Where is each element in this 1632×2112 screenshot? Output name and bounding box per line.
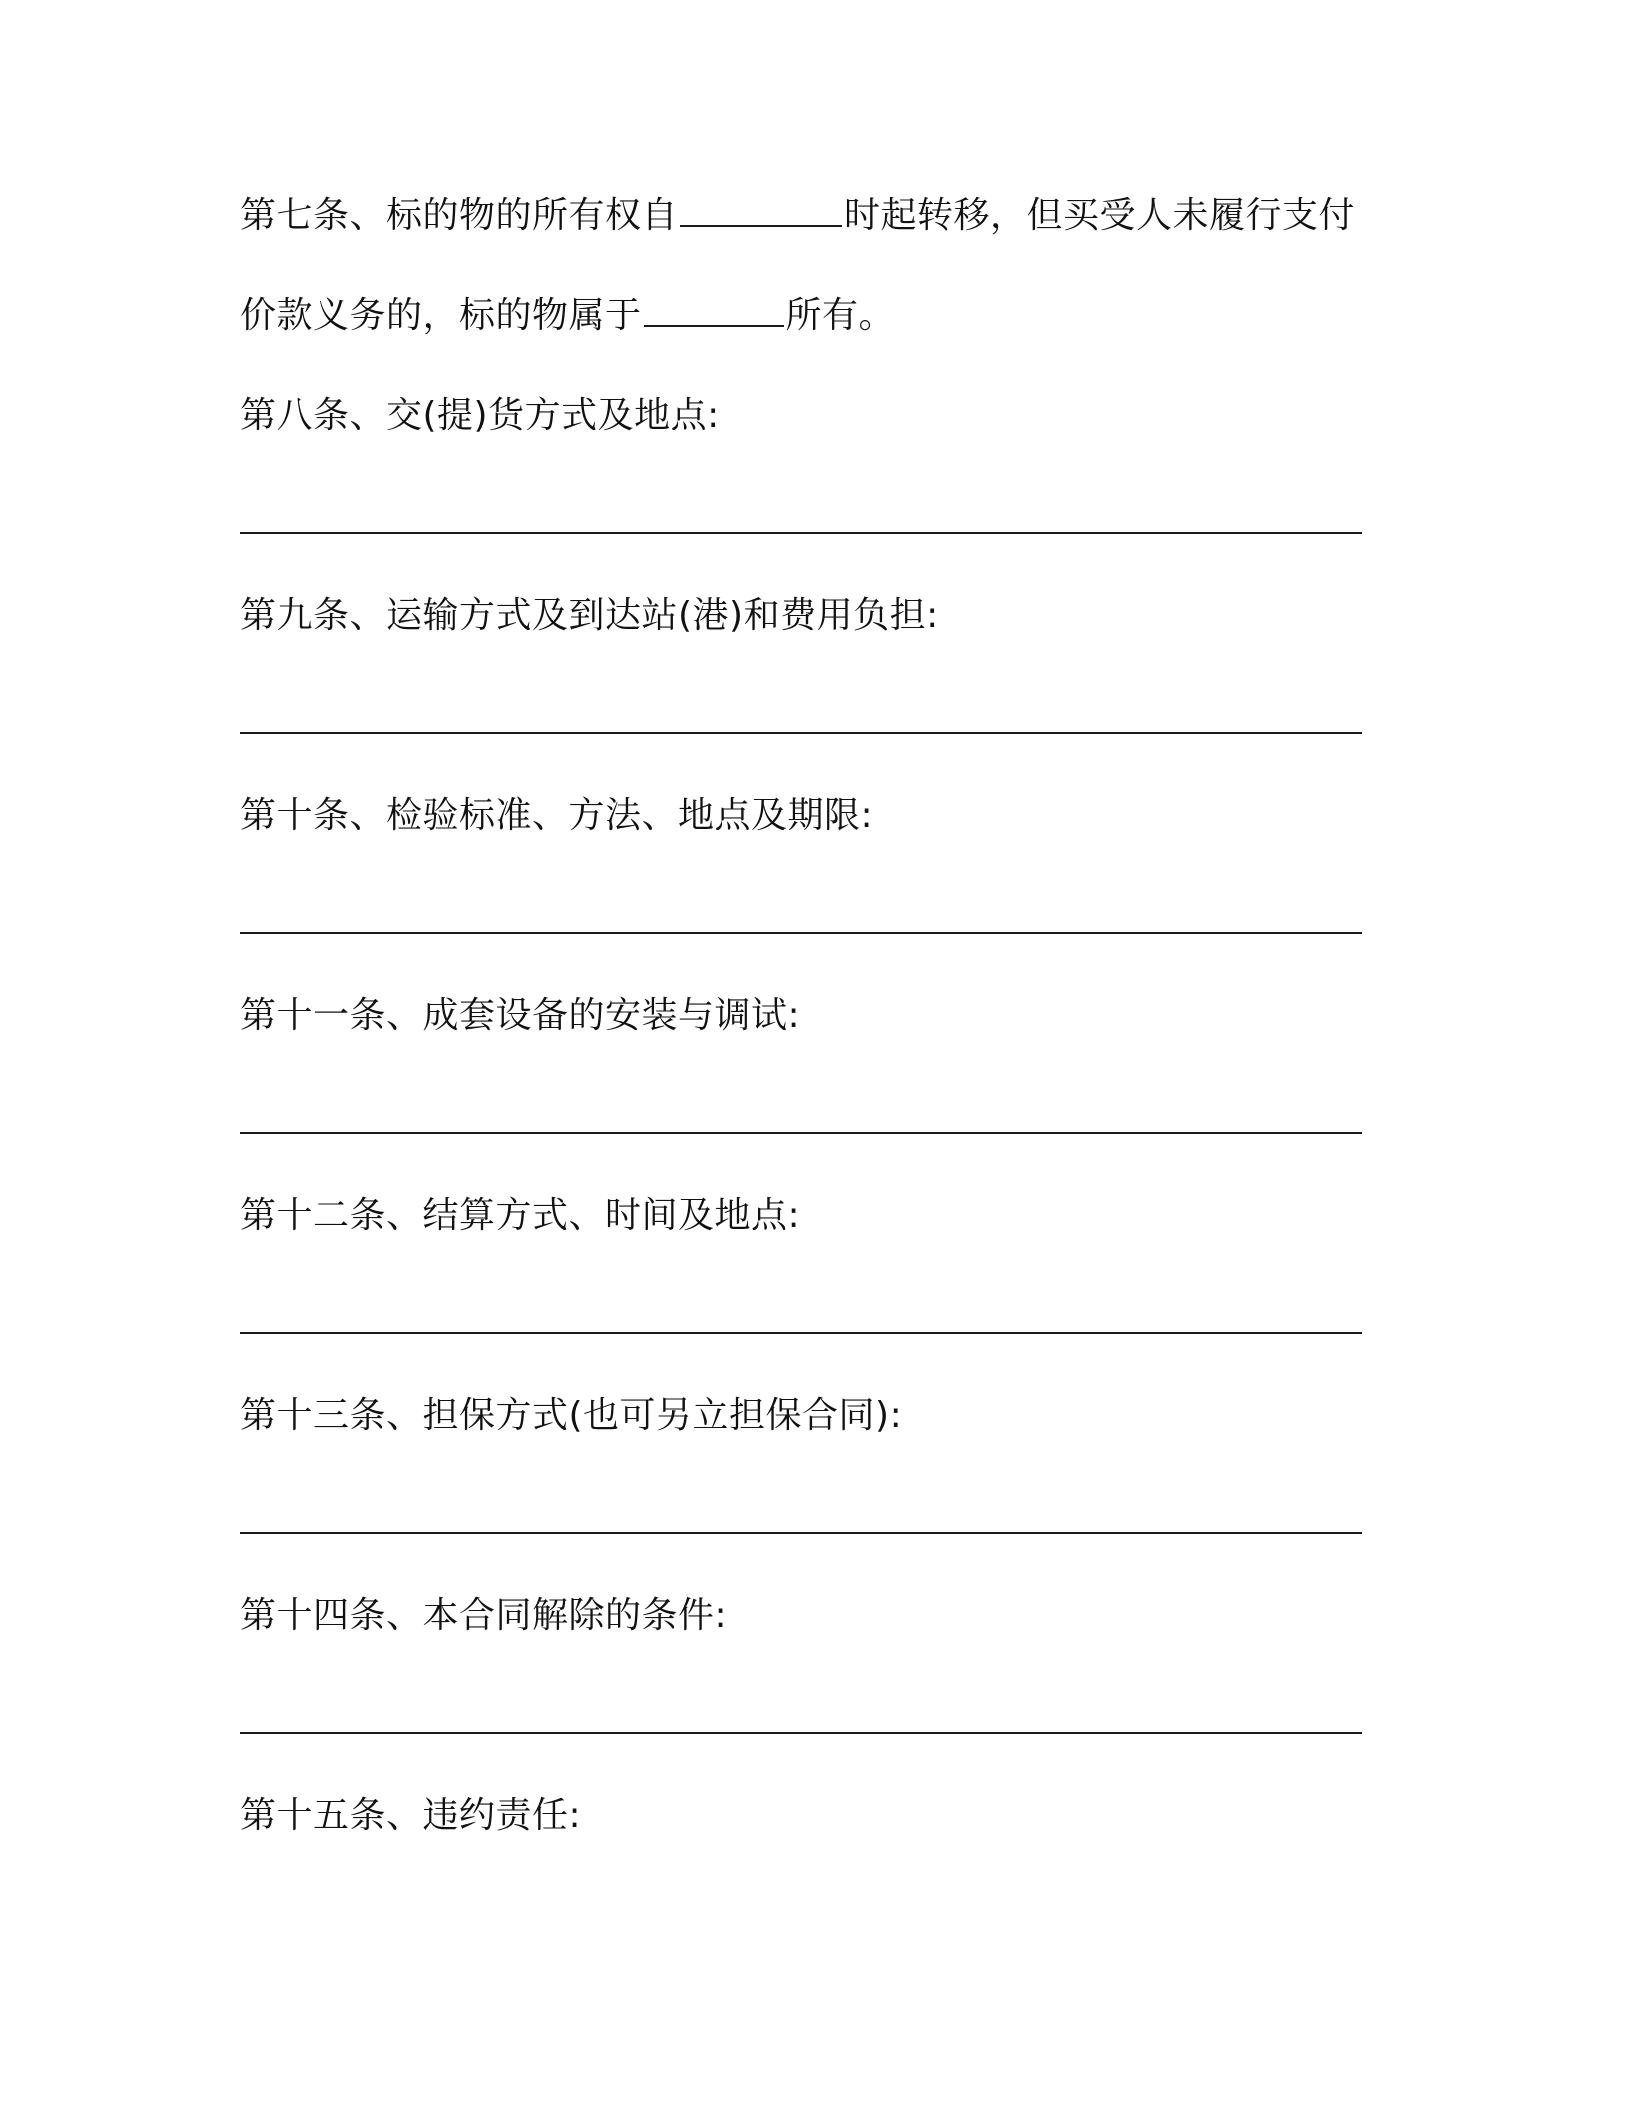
article-8-fill-line[interactable] — [240, 532, 1362, 534]
article-15-heading: 第十五条、违约责任: — [240, 1795, 582, 1836]
article-7-text-d: 所有。 — [785, 295, 896, 336]
article-7-line-1 — [240, 192, 1355, 240]
article-7-text-c: 价款义务的，标的物属于 — [240, 295, 642, 336]
article-12-fill-line[interactable] — [240, 1332, 1362, 1334]
ownership-transfer-time-blank[interactable] — [680, 195, 842, 227]
article-11-heading: 第十一条、成套设备的安装与调试: — [240, 995, 801, 1036]
article-11-fill-line[interactable] — [240, 1132, 1362, 1134]
article-8-heading: 第八条、交(提)货方式及地点: — [240, 395, 720, 436]
article-10-heading: 第十条、检验标准、方法、地点及期限: — [240, 795, 874, 836]
article-12-heading: 第十二条、结算方式、时间及地点: — [240, 1195, 801, 1236]
article-7-text-b: 时起转移，但买受人未履行支付 — [844, 195, 1356, 236]
article-13-heading: 第十三条、担保方式(也可另立担保合同): — [240, 1395, 903, 1436]
ownership-holder-blank[interactable] — [644, 295, 784, 327]
article-14-fill-line[interactable] — [240, 1732, 1362, 1734]
article-13-fill-line[interactable] — [240, 1532, 1362, 1534]
article-14-heading: 第十四条、本合同解除的条件: — [240, 1595, 728, 1636]
article-9-heading: 第九条、运输方式及到达站(港)和费用负担: — [240, 595, 939, 636]
article-7-text-a: 第七条、标的物的所有权自 — [240, 195, 679, 236]
article-7-line-2 — [240, 292, 895, 340]
article-9-fill-line[interactable] — [240, 732, 1362, 734]
article-10-fill-line[interactable] — [240, 932, 1362, 934]
